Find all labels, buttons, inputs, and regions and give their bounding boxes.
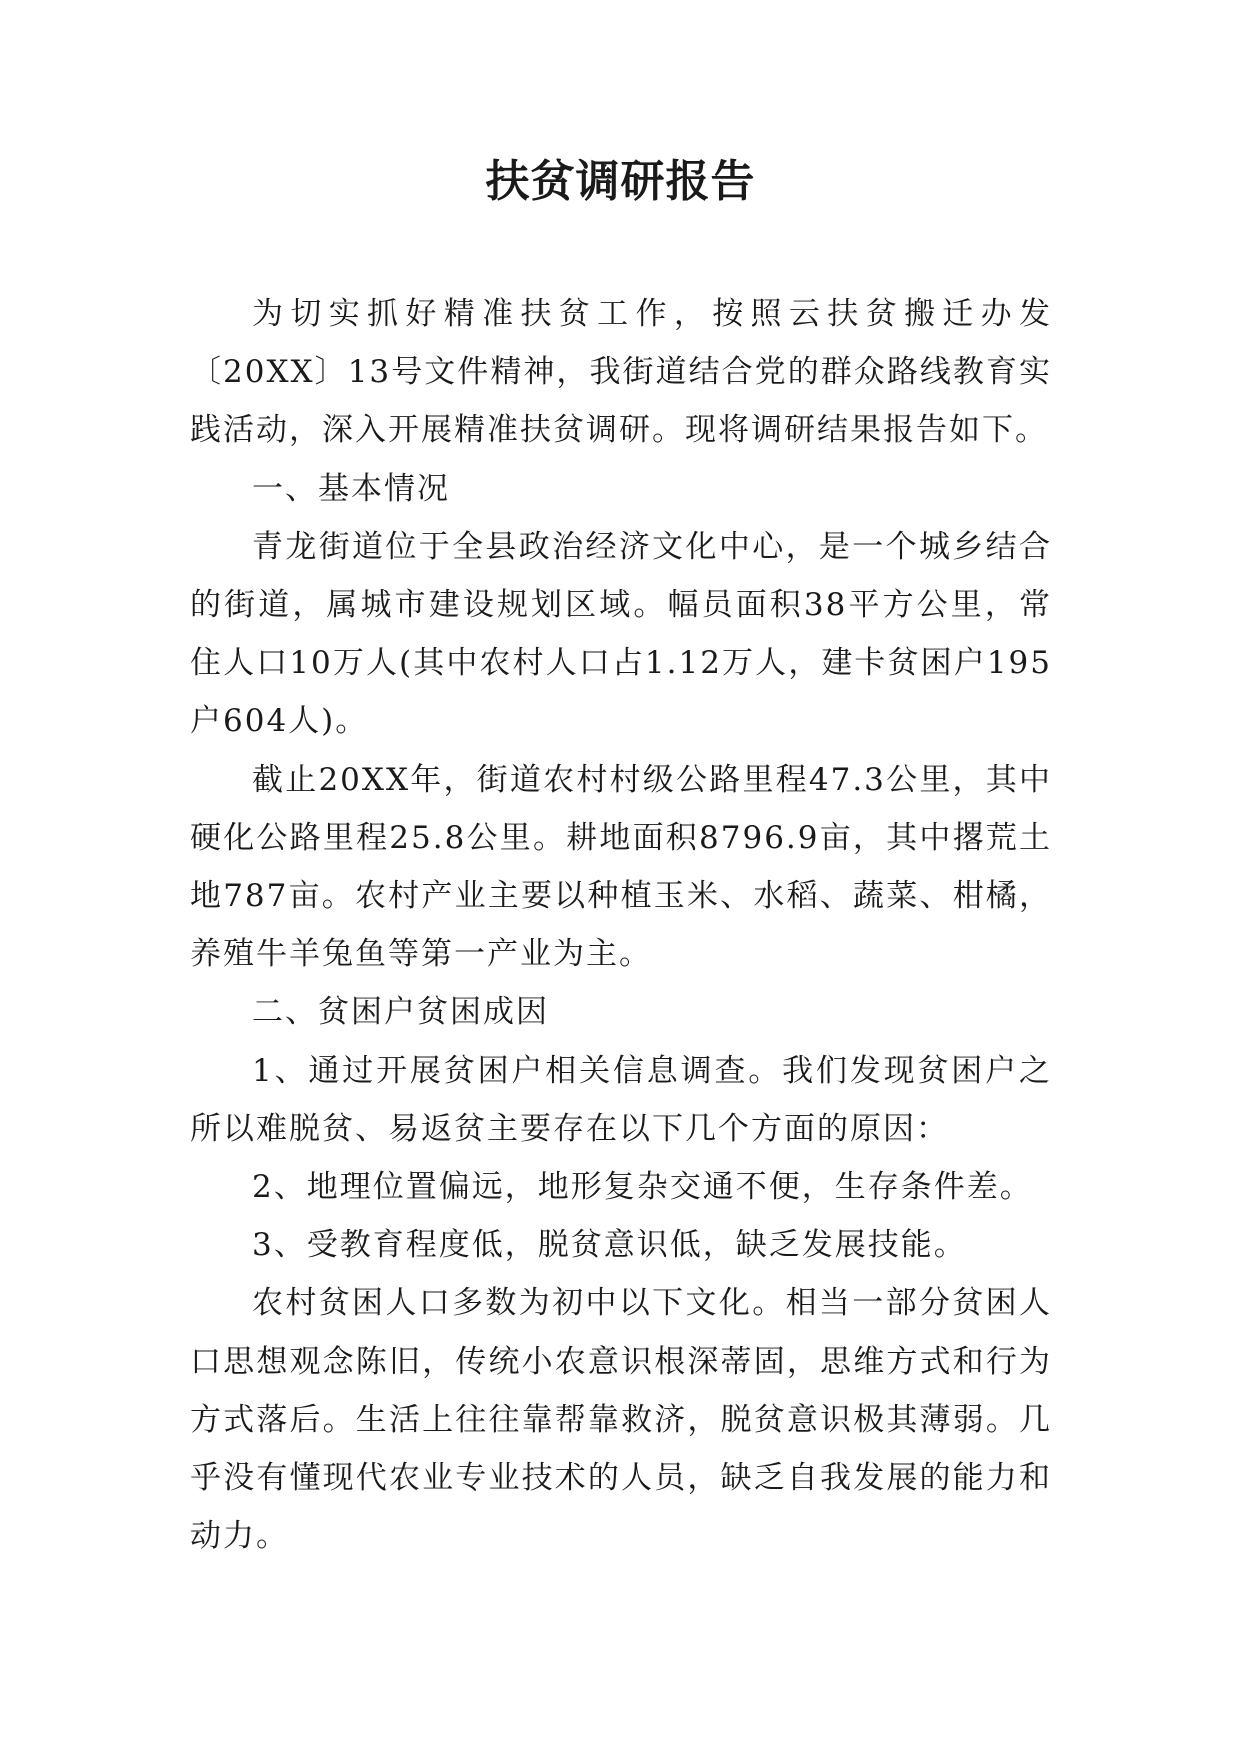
poverty-cause-item-2: 2、地理位置偏远，地形复杂交通不便，生存条件差。 xyxy=(252,1169,1033,1206)
intro-paragraph: 为切实抓好精准扶贫工作，按照云扶贫搬迁办发〔20XX〕13号文件精神，我街道结合党的群众路线教育实践活动，深入开展精准扶贫调研。现将调研结果报告如下。 xyxy=(190,296,1052,449)
section-heading-basic-situation: 一、基本情况 xyxy=(252,470,450,507)
document-body xyxy=(190,285,1052,1565)
section-heading-poverty-causes: 二、贫困户贫困成因 xyxy=(252,994,549,1031)
poverty-cause-item-1: 1、通过开展贫困户相关信息调查。我们发现贫困户之所以难脱贫、易返贫主要存在以下几个方面的原因： xyxy=(190,1052,1052,1147)
poverty-cause-item-3: 3、受教育程度低，脱贫意识低，缺乏发展技能。 xyxy=(252,1227,967,1264)
education-paragraph: 农村贫困人口多数为初中以下文化。相当一部分贫困人口思想观念陈旧，传统小农意识根深蒂固，思维方式和行为方式落后。生活上往往靠帮靠救济，脱贫意识极其薄弱。几乎没有懂现代农业专业技术的人员，缺乏自我发展的能力和动力。 xyxy=(190,1285,1052,1555)
document-title: 扶贫调研报告 xyxy=(485,156,756,207)
basic-situation-paragraph-2: 截止20XX年，街道农村村级公路里程47.3公里，其中硬化公路里程25.8公里。耕地面积8796.9亩，其中撂荒土地787亩。农村产业主要以种植玉米、水稻、蔬菜、柑橘，养殖牛羊兔鱼等第一产业为主。 xyxy=(190,761,1052,973)
basic-situation-paragraph-1: 青龙街道位于全县政治经济文化中心，是一个城乡结合的街道，属城市建设规划区域。幅员面积38平方公里，常住人口10万人(其中农村人口占1.12万人，建卡贫困户195户604人)。 xyxy=(190,528,1052,740)
